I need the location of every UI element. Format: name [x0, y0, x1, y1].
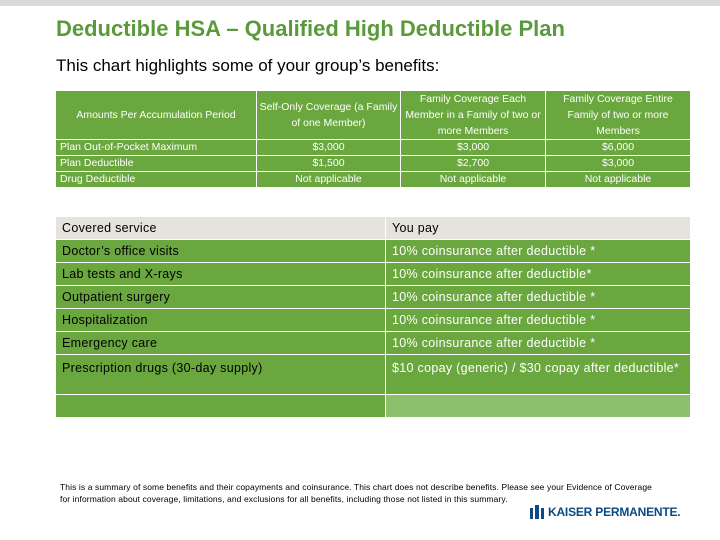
service-cost: 10% coinsurance after deductible *	[386, 286, 691, 309]
plan-cell: $3,000	[546, 156, 691, 172]
service-name: Outpatient surgery	[56, 286, 386, 309]
plan-cell: Not applicable	[546, 172, 691, 188]
service-name: Emergency care	[56, 332, 386, 355]
plan-table-row	[56, 156, 691, 172]
services-row	[56, 355, 691, 395]
kaiser-permanente-logo	[527, 505, 680, 519]
footer-disclaimer: This is a summary of some benefits and their copayments and coinsurance. This chart does not describe benefits. Please see your Evidence of Coverage for information about coverage, limitations, and exclusions for all benefits, including those not listed in this summary.	[60, 482, 653, 504]
service-cost: 10% coinsurance after deductible*	[386, 263, 691, 286]
plan-table-row	[56, 172, 691, 188]
plan-header-cell: Self-Only Coverage (a Family of one Member)	[257, 91, 401, 140]
plan-table-row	[56, 140, 691, 156]
services-row	[56, 240, 691, 263]
slide-title: Deductible HSA – Qualified High Deductible Plan	[56, 16, 565, 41]
plan-cell: Not applicable	[401, 172, 546, 188]
empty-cell	[56, 395, 386, 418]
plan-cell: $3,000	[401, 140, 546, 156]
plan-cell: $2,700	[401, 156, 546, 172]
services-header-cell: You pay	[386, 217, 691, 240]
slide-subtitle: This chart highlights some of your group’s benefits:	[56, 56, 440, 75]
plan-header-cell: Family Coverage Each Member in a Family of two or more Members	[401, 91, 546, 140]
service-cost: $10 copay (generic) / $30 copay after deductible*	[386, 355, 691, 395]
plan-row-label: Drug Deductible	[56, 172, 257, 188]
services-row	[56, 286, 691, 309]
plan-cell: $6,000	[546, 140, 691, 156]
services-row	[56, 332, 691, 355]
service-name: Doctor’s office visits	[56, 240, 386, 263]
covered-services-table	[55, 216, 691, 418]
plan-header-cell: Family Coverage Entire Family of two or more Members	[546, 91, 691, 140]
plan-cell: $3,000	[257, 140, 401, 156]
plan-cell: Not applicable	[257, 172, 401, 188]
empty-cell	[386, 395, 691, 418]
plan-table-header-row	[56, 91, 691, 140]
service-name: Lab tests and X-rays	[56, 263, 386, 286]
plan-amounts-table	[55, 90, 691, 188]
service-cost: 10% coinsurance after deductible *	[386, 332, 691, 355]
services-empty-row	[56, 395, 691, 418]
services-header-row	[56, 217, 691, 240]
plan-row-label: Plan Out-of-Pocket Maximum	[56, 140, 257, 156]
services-row	[56, 309, 691, 332]
services-row	[56, 263, 691, 286]
service-cost: 10% coinsurance after deductible *	[386, 240, 691, 263]
logo-figures-icon	[529, 505, 545, 519]
service-name: Hospitalization	[56, 309, 386, 332]
services-header-cell: Covered service	[56, 217, 386, 240]
plan-row-label: Plan Deductible	[56, 156, 257, 172]
top-rule	[0, 0, 720, 6]
plan-cell: $1,500	[257, 156, 401, 172]
service-cost: 10% coinsurance after deductible *	[386, 309, 691, 332]
logo-text: KAISER PERMANENTE.	[548, 505, 681, 519]
service-name: Prescription drugs (30-day supply)	[56, 355, 386, 395]
plan-header-cell: Amounts Per Accumulation Period	[56, 91, 257, 140]
